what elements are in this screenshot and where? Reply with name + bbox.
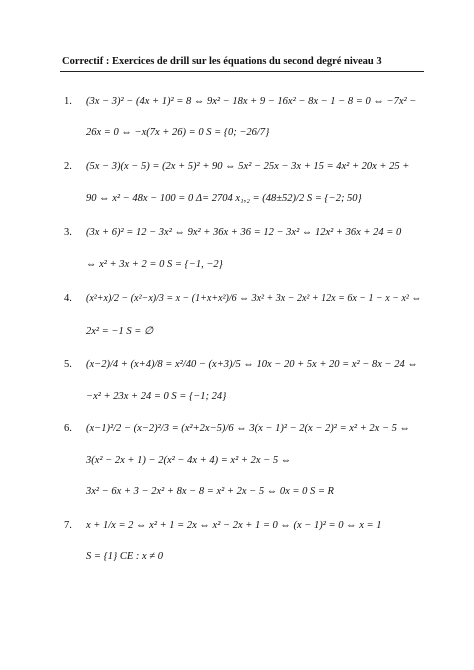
exercise-line: 26x = 0 ⇔ −x(7x + 26) = 0 S = {0; −26/7} xyxy=(86,127,270,138)
exercise-number: 5. xyxy=(64,359,72,370)
exercise-line: x + 1/x = 2 ⇔ x² + 1 = 2x ⇔ x² − 2x + 1 = 0 ⇔ (x − 1)² = 0 ⇔ x = 1 xyxy=(86,520,382,531)
exercise-line: 3(x² − 2x + 1) − 2(x² − 4x + 4) = x² + 2x − 5 ⇔ xyxy=(86,455,292,466)
exercise-line: 3x² − 6x + 3 − 2x² + 8x − 8 = x² + 2x − 5 ⇔ 0x = 0 S = R xyxy=(86,486,334,497)
exercise-number: 7. xyxy=(64,520,72,531)
exercise-number: 6. xyxy=(64,423,72,434)
exercise-number: 4. xyxy=(64,293,72,304)
exercise-line: (5x − 3)(x − 5) = (2x + 5)² + 90 ⇔ 5x² − 25x − 3x + 15 = 4x² + 20x + 25 + xyxy=(86,161,410,172)
title-underline xyxy=(60,71,424,72)
exercise-number: 1. xyxy=(64,96,72,107)
exercise-line: (x²+x)/2 − (x²−x)/3 = x − (1+x+x²)/6 ⇔ 3x² + 3x − 2x² + 12x = 6x − 1 − x − x² ⇔ xyxy=(86,293,422,304)
exercise-number: 2. xyxy=(64,161,72,172)
exercise-line: (3x − 3)² − (4x + 1)² = 8 ⇔ 9x² − 18x + 9 − 16x² − 8x − 1 − 8 = 0 ⇔ −7x² − xyxy=(86,96,417,107)
exercise-line: ⇔ x² + 3x + 2 = 0 S = {−1, −2} xyxy=(86,259,223,270)
exercise-line: (x−2)/4 + (x+4)/8 = x²/40 − (x+3)/5 ⇔ 10x − 20 + 5x + 20 = x² − 8x − 24 ⇔ xyxy=(86,359,418,370)
exercise-number: 3. xyxy=(64,227,72,238)
exercise-line: 2x² = −1 S = ∅ xyxy=(86,326,154,337)
exercise-line: S = {1} CE : x ≠ 0 xyxy=(86,551,163,562)
exercise-line: 90 ⇔ x² − 48x − 100 = 0 Δ= 2704 x₁,₂ = (48±52)/2 S = {−2; 50} xyxy=(86,193,362,204)
exercise-line: (x−1)²/2 − (x−2)²/3 = (x²+2x−5)/6 ⇔ 3(x − 1)² − 2(x − 2)² = x² + 2x − 5 ⇔ xyxy=(86,423,411,434)
page-title: Correctif : Exercices de drill sur les équations du second degré niveau 3 xyxy=(62,56,382,67)
exercise-line: (3x + 6)² = 12 − 3x² ⇔ 9x² + 36x + 36 = 12 − 3x² ⇔ 12x² + 36x + 24 = 0 xyxy=(86,227,402,238)
exercise-line: −x² + 23x + 24 = 0 S = {−1; 24} xyxy=(86,391,227,402)
